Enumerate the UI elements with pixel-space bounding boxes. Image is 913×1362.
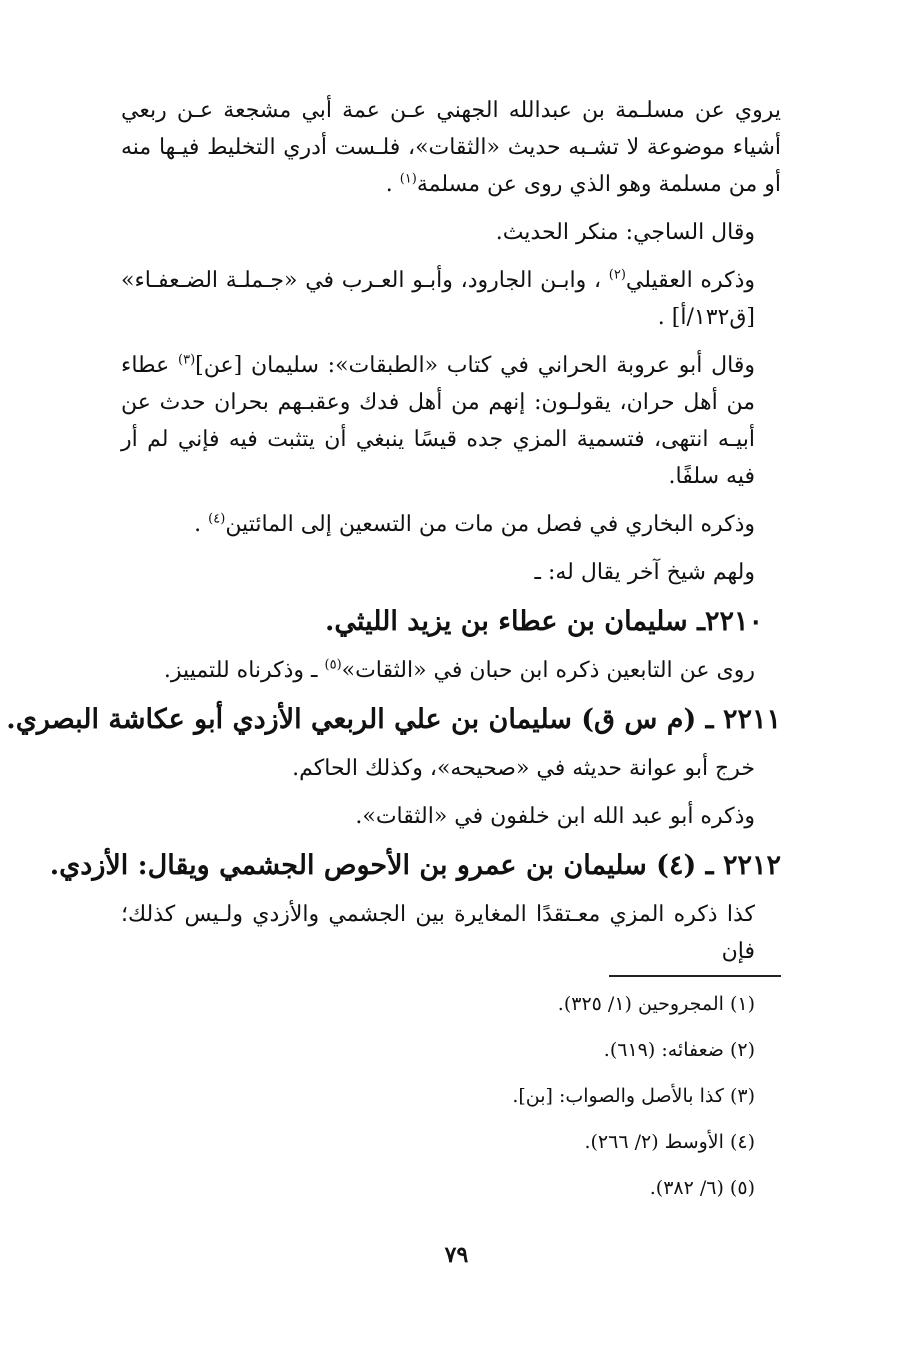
footnote-5: (٥) (٦/ ٣٨٢). [649, 1177, 755, 1199]
paragraph-5: وذكره البخاري في فصل من مات من التسعين إلى المائتين$^{(٤)}$ . [194, 511, 755, 537]
footnote-4: (٤) الأوسط (٢/ ٢٦٦). [584, 1131, 755, 1153]
paragraph-10: كذا ذكره المزي معـتقدًا المغايرة بين الجشمي والأزدي ولـيس كذلك؛ فإن [121, 902, 755, 964]
entry-heading-2210: ٢٢١٠ـ سليمان بن عطاء بن يزيد الليثي. [325, 606, 763, 637]
page-number: ٧٩ [444, 1242, 469, 1268]
entry-heading-2212: ٢٢١٢ ـ (٤) سليمان بن عمرو بن الأحوص الجشمي ويقال: الأزدي. [49, 850, 781, 881]
footnote-ref-2: (٢) [608, 267, 626, 283]
paragraph-6: ولهم شيخ آخر يقال له: ـ [534, 560, 755, 585]
footnote-divider [609, 975, 781, 977]
main-text [6, 92, 781, 981]
paragraph-2: وقال الساجي: منكر الحديث. [495, 220, 755, 245]
footnote-ref-3: (٣) [178, 352, 196, 368]
footnotes [121, 992, 781, 1222]
paragraph-1: يروي عن مسلـمة بن عبدالله الجهني عـن عمة أبي مشجعة عـن ربعي أشياء موضوعة لا تشـبه حديث «الثقات»، فلـست أدري التخليط فيـها منه أو من مسلمة وهو الذي روى عن مسلمة$^{(١)}$ . [121, 98, 781, 197]
footnote-1: (١) المجروحين (١/ ٣٢٥). [557, 993, 755, 1015]
paragraph-3: وذكره العقيلي$^{(٢)}$ ، وابـن الجارود، وأبـو العـرب في «جـملـة الضـعفـاء» [ق١٣٢/أ] . [121, 267, 755, 330]
paragraph-7: روى عن التابعين ذكره ابن حبان في «الثقات»$^{(٥)}$ ـ وذكرناه للتمييز. [163, 657, 755, 683]
paragraph-8: خرج أبو عوانة حديثه في «صحيحه»، وكذلك الحاكم. [292, 756, 755, 781]
footnote-2: (٢) ضعفائه: (٦١٩). [603, 1039, 755, 1061]
footnote-ref-5: (٥) [324, 657, 342, 673]
footnote-ref-4: (٤) [208, 511, 226, 527]
footnote-3: (٣) كذا بالأصل والصواب: [بن]. [512, 1085, 755, 1107]
paragraph-9: وذكره أبو عبد الله ابن خلفون في «الثقات». [355, 804, 755, 829]
paragraph-4: وقال أبو عروبة الحراني في كتاب «الطبقات»: سليمان [عن]$^{(٣)}$ عطاء من أهل حران، يقولـون: إنهم من أهل فدك وعقبـهم بحران حدث عن أبيـه انتهى، فتسمية المزي جده قيسًا ينبغي أن يتثبت فيه فإني لم أر فيه سلفًا. [121, 352, 756, 489]
footnote-ref-1: (١) [399, 171, 417, 187]
entry-heading-2211: ٢٢١١ ـ (م س ق) سليمان بن علي الربعي الأزدي أبو عكاشة البصري. [6, 704, 781, 735]
